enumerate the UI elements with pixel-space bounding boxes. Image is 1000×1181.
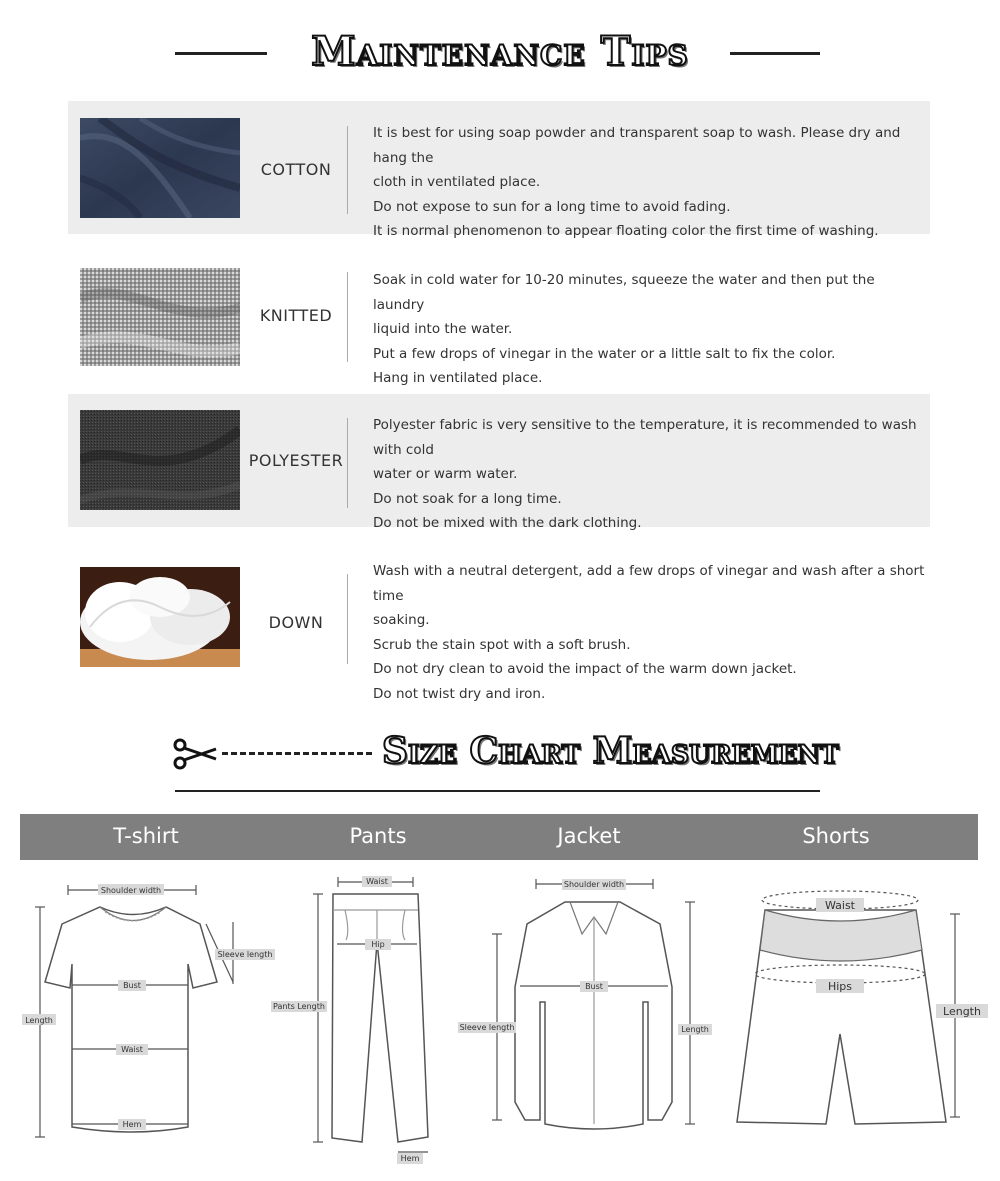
tip-line: Do not soak for a long time. — [373, 490, 562, 507]
cotton-divider — [347, 126, 348, 214]
tshirt-hem-label: Hem — [122, 1120, 142, 1129]
tshirt-sleeve-label: Sleeve length — [217, 950, 273, 959]
shorts-hips-label: Hips — [827, 980, 853, 993]
size-diagrams — [0, 862, 1000, 1172]
pants-hem-label: Hem — [400, 1154, 420, 1163]
tip-line: Do not dry clean to avoid the impact of the warm down jacket. — [373, 661, 797, 677]
tip-line: Polyester fabric is very sensitive to the temperature, it is recommended to wash with cold — [373, 417, 917, 458]
category-shorts: Shorts — [802, 824, 870, 848]
jacket-shoulder-label: Shoulder width — [563, 880, 625, 889]
category-jacket: Jacket — [557, 824, 621, 848]
knitted-fabric-swatch-icon — [80, 268, 240, 366]
polyester-divider — [347, 418, 348, 508]
tip-line: water or warm water. — [373, 466, 518, 482]
cotton-fabric-swatch-icon — [80, 118, 240, 218]
tip-line: cloth in ventilated place. — [373, 174, 541, 190]
pants-waist-label: Waist — [366, 877, 388, 886]
tip-line: Do not expose to sun for a long time to avoid fading. — [373, 198, 731, 215]
tip-line: Soak in cold water for 10-20 minutes, squeeze the water and then put the laundry — [373, 272, 875, 313]
polyester-label: POLYESTER — [248, 451, 344, 470]
category-bar — [20, 814, 978, 860]
knitted-label: KNITTED — [259, 306, 333, 325]
tip-line: Hang in ventilated place. — [373, 370, 543, 386]
jacket-bust-label: Bust — [585, 982, 603, 991]
pants-outline — [332, 894, 428, 1142]
tshirt-length-label: Length — [25, 1016, 53, 1025]
shorts-length-label: Length — [943, 1005, 981, 1018]
pants-hip-label: Hip — [371, 940, 385, 949]
tip-line: Wash with a neutral detergent, add a few drops of vinegar and wash after a short time — [373, 563, 925, 604]
tip-line: liquid into the water. — [373, 321, 513, 337]
shorts-waist-label: Waist — [824, 899, 856, 912]
category-tshirt: T-shirt — [113, 824, 179, 848]
tip-line: It is best for using soap powder and transparent soap to wash. Please dry and hang the — [373, 125, 901, 166]
tshirt-outline — [45, 907, 217, 1132]
maintenance-title: Maintenance Tips — [311, 28, 689, 75]
down-tips — [373, 559, 928, 706]
tip-line: Scrub the stain spot with a soft brush. — [373, 636, 631, 653]
cotton-label: COTTON — [260, 160, 332, 179]
tip-line: soaking. — [373, 612, 430, 628]
tshirt-waist-label: Waist — [121, 1045, 143, 1054]
pants-length-label: Pants Length — [273, 1002, 325, 1011]
jacket-sleeve-label: Sleeve length — [459, 1023, 515, 1032]
size-chart-title: Size Chart Measurement — [382, 730, 839, 772]
polyester-fabric-swatch-icon — [80, 410, 240, 510]
cotton-tips — [373, 121, 928, 244]
down-label: DOWN — [268, 613, 324, 632]
tshirt-shoulder-label: Shoulder width — [100, 886, 162, 895]
jacket-length-label: Length — [681, 1025, 709, 1034]
down-feather-swatch-icon — [80, 567, 240, 667]
polyester-tips — [373, 413, 928, 536]
cut-dash-line — [222, 752, 372, 755]
category-pants: Pants — [349, 824, 407, 848]
tip-line: Put a few drops of vinegar in the water or a little salt to fix the color. — [373, 345, 836, 362]
knitted-tips — [373, 268, 928, 391]
tip-line: It is normal phenomenon to appear floating color the first time of washing. — [373, 223, 879, 239]
tshirt-bust-label: Bust — [123, 981, 141, 990]
tip-line: Do not be mixed with the dark clothing. — [373, 515, 642, 531]
down-divider — [347, 574, 348, 664]
knitted-divider — [347, 272, 348, 362]
tip-line: Do not twist dry and iron. — [373, 685, 546, 702]
size-title-underline — [175, 790, 820, 792]
scissors-icon — [172, 737, 220, 775]
